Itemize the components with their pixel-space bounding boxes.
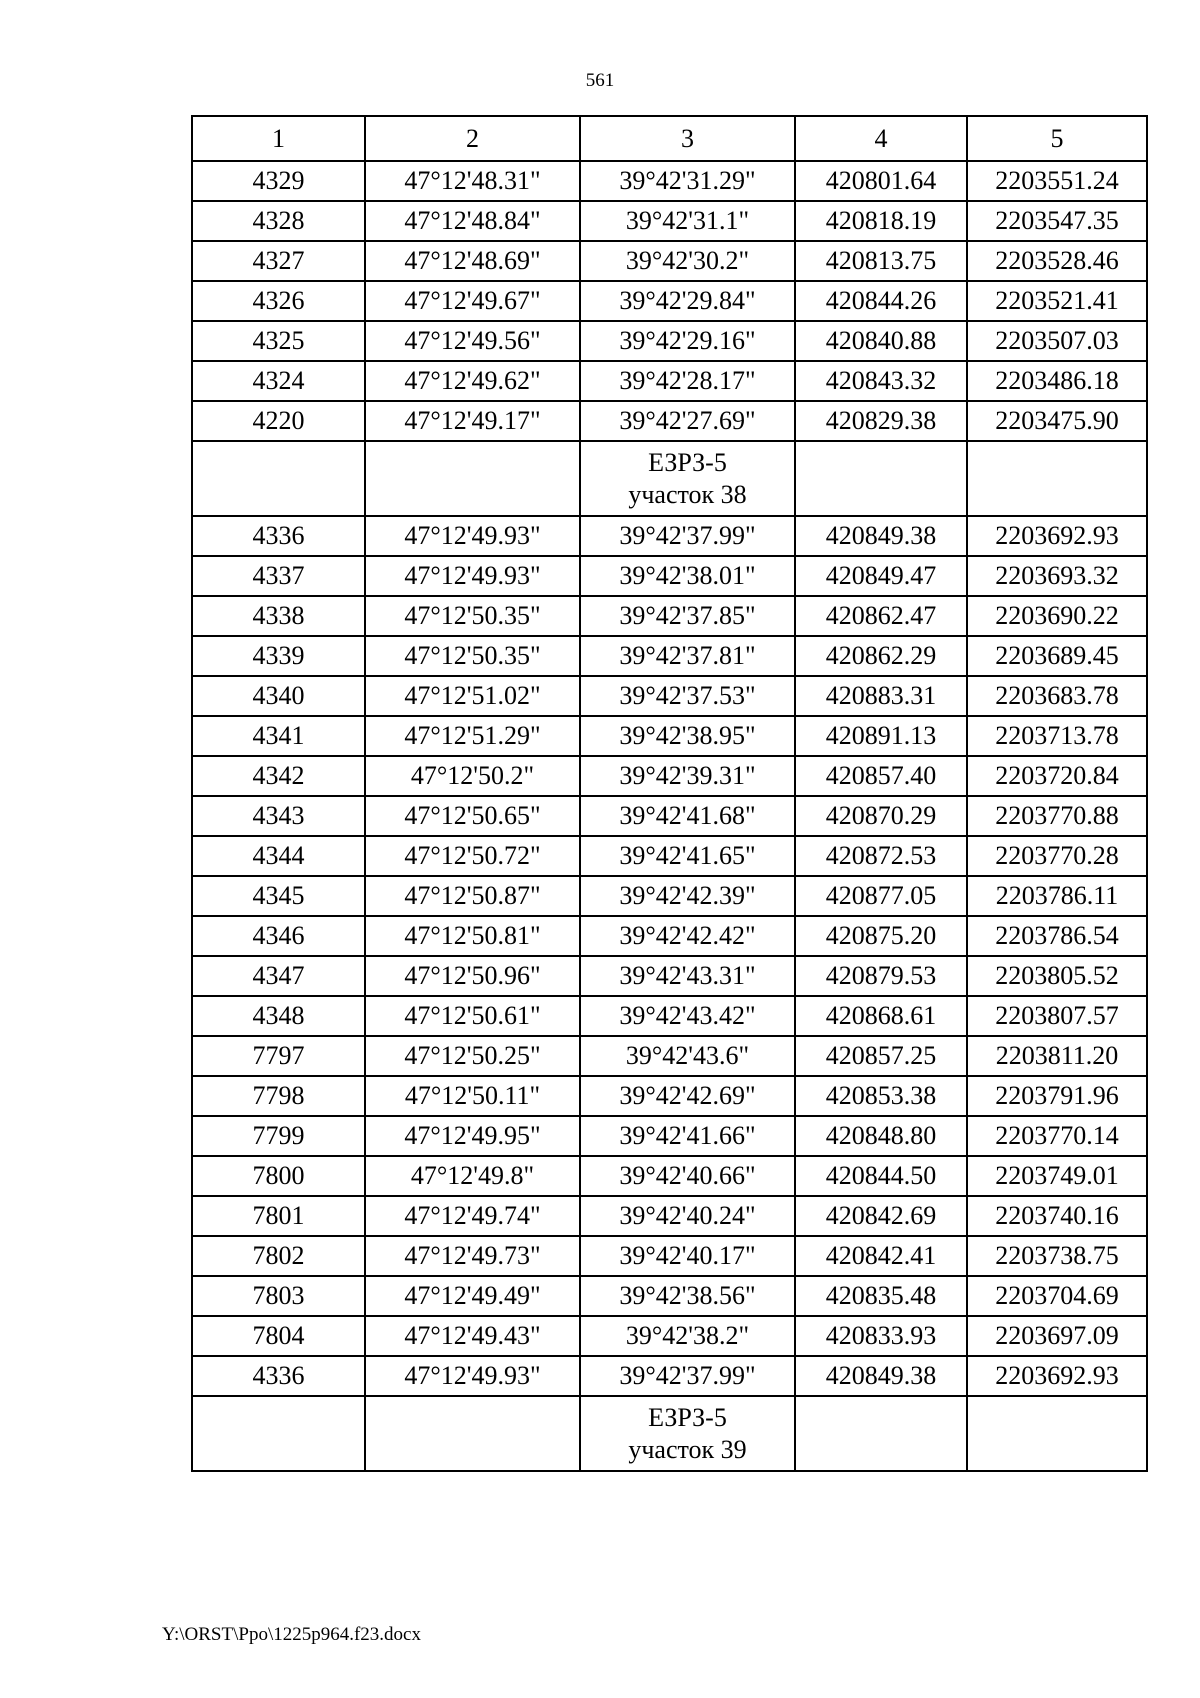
x-coordinate-cell: 420849.38 <box>795 1356 967 1396</box>
longitude-cell: 39°42'43.6" <box>580 1036 795 1076</box>
longitude-cell: 39°42'38.95" <box>580 716 795 756</box>
table-row <box>192 596 1147 636</box>
point-number-cell: 4348 <box>192 996 365 1036</box>
y-coordinate-cell: 2203791.96 <box>967 1076 1147 1116</box>
point-number-cell: 7799 <box>192 1116 365 1156</box>
point-number-cell: 4340 <box>192 676 365 716</box>
latitude-cell: 47°12'49.73" <box>365 1236 580 1276</box>
point-number-cell: 4343 <box>192 796 365 836</box>
table-row <box>192 796 1147 836</box>
x-coordinate-cell: 420842.69 <box>795 1196 967 1236</box>
y-coordinate-cell: 2203547.35 <box>967 201 1147 241</box>
point-number-cell: 4328 <box>192 201 365 241</box>
x-coordinate-cell: 420862.47 <box>795 596 967 636</box>
latitude-cell: 47°12'49.93" <box>365 556 580 596</box>
empty-cell <box>795 441 967 516</box>
y-coordinate-cell: 2203704.69 <box>967 1276 1147 1316</box>
y-coordinate-cell: 2203692.93 <box>967 516 1147 556</box>
point-number-cell: 4325 <box>192 321 365 361</box>
latitude-cell: 47°12'49.62" <box>365 361 580 401</box>
x-coordinate-cell: 420857.25 <box>795 1036 967 1076</box>
longitude-cell: 39°42'27.69" <box>580 401 795 441</box>
latitude-cell: 47°12'50.35" <box>365 596 580 636</box>
point-number-cell: 4347 <box>192 956 365 996</box>
x-coordinate-cell: 420849.38 <box>795 516 967 556</box>
latitude-cell: 47°12'49.67" <box>365 281 580 321</box>
y-coordinate-cell: 2203683.78 <box>967 676 1147 716</box>
x-coordinate-cell: 420877.05 <box>795 876 967 916</box>
x-coordinate-cell: 420801.64 <box>795 161 967 201</box>
longitude-cell: 39°42'37.85" <box>580 596 795 636</box>
section-plot-label: участок 38 <box>628 479 747 509</box>
point-number-cell: 4341 <box>192 716 365 756</box>
longitude-cell: 39°42'37.53" <box>580 676 795 716</box>
longitude-cell: 39°42'38.2" <box>580 1316 795 1356</box>
section-zone-label: ЕЗРЗ-5 <box>648 447 727 477</box>
latitude-cell: 47°12'49.93" <box>365 516 580 556</box>
table-row <box>192 556 1147 596</box>
latitude-cell: 47°12'49.56" <box>365 321 580 361</box>
x-coordinate-cell: 420829.38 <box>795 401 967 441</box>
longitude-cell: 39°42'37.99" <box>580 1356 795 1396</box>
page-number: 561 <box>585 70 615 91</box>
point-number-cell: 4336 <box>192 1356 365 1396</box>
latitude-cell: 47°12'49.93" <box>365 1356 580 1396</box>
longitude-cell: 39°42'30.2" <box>580 241 795 281</box>
longitude-cell: 39°42'38.01" <box>580 556 795 596</box>
longitude-cell: 39°42'42.39" <box>580 876 795 916</box>
longitude-cell: 39°42'38.56" <box>580 1276 795 1316</box>
point-number-cell: 7804 <box>192 1316 365 1356</box>
column-header: 2 <box>365 116 580 161</box>
latitude-cell: 47°12'50.96" <box>365 956 580 996</box>
latitude-cell: 47°12'51.29" <box>365 716 580 756</box>
section-title-cell <box>580 441 795 516</box>
table-row <box>192 1156 1147 1196</box>
y-coordinate-cell: 2203720.84 <box>967 756 1147 796</box>
point-number-cell: 4338 <box>192 596 365 636</box>
point-number-cell: 4346 <box>192 916 365 956</box>
x-coordinate-cell: 420835.48 <box>795 1276 967 1316</box>
x-coordinate-cell: 420849.47 <box>795 556 967 596</box>
x-coordinate-cell: 420870.29 <box>795 796 967 836</box>
table-row <box>192 676 1147 716</box>
coordinates-table <box>191 115 1148 1472</box>
x-coordinate-cell: 420879.53 <box>795 956 967 996</box>
y-coordinate-cell: 2203713.78 <box>967 716 1147 756</box>
y-coordinate-cell: 2203811.20 <box>967 1036 1147 1076</box>
y-coordinate-cell: 2203770.14 <box>967 1116 1147 1156</box>
table-row <box>192 161 1147 201</box>
table-row <box>192 636 1147 676</box>
latitude-cell: 47°12'50.65" <box>365 796 580 836</box>
longitude-cell: 39°42'41.66" <box>580 1116 795 1156</box>
y-coordinate-cell: 2203486.18 <box>967 361 1147 401</box>
latitude-cell: 47°12'50.81" <box>365 916 580 956</box>
latitude-cell: 47°12'48.84" <box>365 201 580 241</box>
section-title-cell <box>580 1396 795 1471</box>
y-coordinate-cell: 2203690.22 <box>967 596 1147 636</box>
y-coordinate-cell: 2203697.09 <box>967 1316 1147 1356</box>
x-coordinate-cell: 420844.26 <box>795 281 967 321</box>
longitude-cell: 39°42'37.99" <box>580 516 795 556</box>
table-row <box>192 361 1147 401</box>
point-number-cell: 4324 <box>192 361 365 401</box>
empty-cell <box>365 1396 580 1471</box>
longitude-cell: 39°42'40.24" <box>580 1196 795 1236</box>
x-coordinate-cell: 420848.80 <box>795 1116 967 1156</box>
point-number-cell: 7803 <box>192 1276 365 1316</box>
latitude-cell: 47°12'50.61" <box>365 996 580 1036</box>
x-coordinate-cell: 420840.88 <box>795 321 967 361</box>
point-number-cell: 7800 <box>192 1156 365 1196</box>
y-coordinate-cell: 2203805.52 <box>967 956 1147 996</box>
point-number-cell: 4329 <box>192 161 365 201</box>
latitude-cell: 47°12'49.17" <box>365 401 580 441</box>
y-coordinate-cell: 2203475.90 <box>967 401 1147 441</box>
longitude-cell: 39°42'42.42" <box>580 916 795 956</box>
longitude-cell: 39°42'43.31" <box>580 956 795 996</box>
latitude-cell: 47°12'49.95" <box>365 1116 580 1156</box>
x-coordinate-cell: 420868.61 <box>795 996 967 1036</box>
point-number-cell: 4327 <box>192 241 365 281</box>
table-row <box>192 1036 1147 1076</box>
section-row <box>192 1396 1147 1471</box>
y-coordinate-cell: 2203770.28 <box>967 836 1147 876</box>
y-coordinate-cell: 2203521.41 <box>967 281 1147 321</box>
latitude-cell: 47°12'48.31" <box>365 161 580 201</box>
table-row <box>192 516 1147 556</box>
y-coordinate-cell: 2203693.32 <box>967 556 1147 596</box>
point-number-cell: 7798 <box>192 1076 365 1116</box>
y-coordinate-cell: 2203740.16 <box>967 1196 1147 1236</box>
table-row <box>192 836 1147 876</box>
point-number-cell: 4220 <box>192 401 365 441</box>
empty-cell <box>967 441 1147 516</box>
y-coordinate-cell: 2203692.93 <box>967 1356 1147 1396</box>
point-number-cell: 4326 <box>192 281 365 321</box>
table-row <box>192 1356 1147 1396</box>
longitude-cell: 39°42'43.42" <box>580 996 795 1036</box>
table-body <box>192 161 1147 1471</box>
table-row <box>192 1316 1147 1356</box>
empty-cell <box>967 1396 1147 1471</box>
latitude-cell: 47°12'50.72" <box>365 836 580 876</box>
empty-cell <box>365 441 580 516</box>
y-coordinate-cell: 2203507.03 <box>967 321 1147 361</box>
column-header: 3 <box>580 116 795 161</box>
point-number-cell: 4337 <box>192 556 365 596</box>
x-coordinate-cell: 420842.41 <box>795 1236 967 1276</box>
section-row <box>192 441 1147 516</box>
longitude-cell: 39°42'31.29" <box>580 161 795 201</box>
table-row <box>192 321 1147 361</box>
x-coordinate-cell: 420857.40 <box>795 756 967 796</box>
table-row <box>192 756 1147 796</box>
section-zone-label: ЕЗРЗ-5 <box>648 1402 727 1432</box>
table-row <box>192 1236 1147 1276</box>
longitude-cell: 39°42'41.68" <box>580 796 795 836</box>
column-header: 1 <box>192 116 365 161</box>
column-header: 4 <box>795 116 967 161</box>
point-number-cell: 7801 <box>192 1196 365 1236</box>
table-row <box>192 876 1147 916</box>
latitude-cell: 47°12'51.02" <box>365 676 580 716</box>
x-coordinate-cell: 420844.50 <box>795 1156 967 1196</box>
latitude-cell: 47°12'50.2" <box>365 756 580 796</box>
latitude-cell: 47°12'49.49" <box>365 1276 580 1316</box>
y-coordinate-cell: 2203786.11 <box>967 876 1147 916</box>
latitude-cell: 47°12'48.69" <box>365 241 580 281</box>
table-row <box>192 1276 1147 1316</box>
table-header-row <box>192 116 1147 161</box>
point-number-cell: 4342 <box>192 756 365 796</box>
table-row <box>192 956 1147 996</box>
x-coordinate-cell: 420813.75 <box>795 241 967 281</box>
x-coordinate-cell: 420853.38 <box>795 1076 967 1116</box>
longitude-cell: 39°42'40.66" <box>580 1156 795 1196</box>
point-number-cell: 4344 <box>192 836 365 876</box>
x-coordinate-cell: 420818.19 <box>795 201 967 241</box>
y-coordinate-cell: 2203528.46 <box>967 241 1147 281</box>
column-header: 5 <box>967 116 1147 161</box>
x-coordinate-cell: 420883.31 <box>795 676 967 716</box>
x-coordinate-cell: 420843.32 <box>795 361 967 401</box>
empty-cell <box>795 1396 967 1471</box>
table-row <box>192 1076 1147 1116</box>
latitude-cell: 47°12'49.74" <box>365 1196 580 1236</box>
latitude-cell: 47°12'49.8" <box>365 1156 580 1196</box>
y-coordinate-cell: 2203807.57 <box>967 996 1147 1036</box>
y-coordinate-cell: 2203786.54 <box>967 916 1147 956</box>
longitude-cell: 39°42'29.84" <box>580 281 795 321</box>
table-row <box>192 281 1147 321</box>
latitude-cell: 47°12'49.43" <box>365 1316 580 1356</box>
longitude-cell: 39°42'31.1" <box>580 201 795 241</box>
table-row <box>192 716 1147 756</box>
longitude-cell: 39°42'37.81" <box>580 636 795 676</box>
longitude-cell: 39°42'42.69" <box>580 1076 795 1116</box>
longitude-cell: 39°42'39.31" <box>580 756 795 796</box>
y-coordinate-cell: 2203749.01 <box>967 1156 1147 1196</box>
empty-cell <box>192 1396 365 1471</box>
y-coordinate-cell: 2203689.45 <box>967 636 1147 676</box>
table-row <box>192 401 1147 441</box>
table-row <box>192 241 1147 281</box>
x-coordinate-cell: 420872.53 <box>795 836 967 876</box>
table-row <box>192 996 1147 1036</box>
table-row <box>192 201 1147 241</box>
longitude-cell: 39°42'29.16" <box>580 321 795 361</box>
footer-file-path: Y:\ORST\Ppo\1225p964.f23.docx <box>162 1624 421 1645</box>
latitude-cell: 47°12'50.35" <box>365 636 580 676</box>
table-row <box>192 1196 1147 1236</box>
longitude-cell: 39°42'28.17" <box>580 361 795 401</box>
point-number-cell: 7802 <box>192 1236 365 1276</box>
latitude-cell: 47°12'50.25" <box>365 1036 580 1076</box>
x-coordinate-cell: 420891.13 <box>795 716 967 756</box>
point-number-cell: 7797 <box>192 1036 365 1076</box>
point-number-cell: 4339 <box>192 636 365 676</box>
latitude-cell: 47°12'50.87" <box>365 876 580 916</box>
latitude-cell: 47°12'50.11" <box>365 1076 580 1116</box>
section-plot-label: участок 39 <box>628 1434 747 1464</box>
point-number-cell: 4345 <box>192 876 365 916</box>
y-coordinate-cell: 2203770.88 <box>967 796 1147 836</box>
table-row <box>192 1116 1147 1156</box>
longitude-cell: 39°42'41.65" <box>580 836 795 876</box>
x-coordinate-cell: 420862.29 <box>795 636 967 676</box>
longitude-cell: 39°42'40.17" <box>580 1236 795 1276</box>
point-number-cell: 4336 <box>192 516 365 556</box>
y-coordinate-cell: 2203738.75 <box>967 1236 1147 1276</box>
x-coordinate-cell: 420833.93 <box>795 1316 967 1356</box>
y-coordinate-cell: 2203551.24 <box>967 161 1147 201</box>
x-coordinate-cell: 420875.20 <box>795 916 967 956</box>
table-row <box>192 916 1147 956</box>
empty-cell <box>192 441 365 516</box>
